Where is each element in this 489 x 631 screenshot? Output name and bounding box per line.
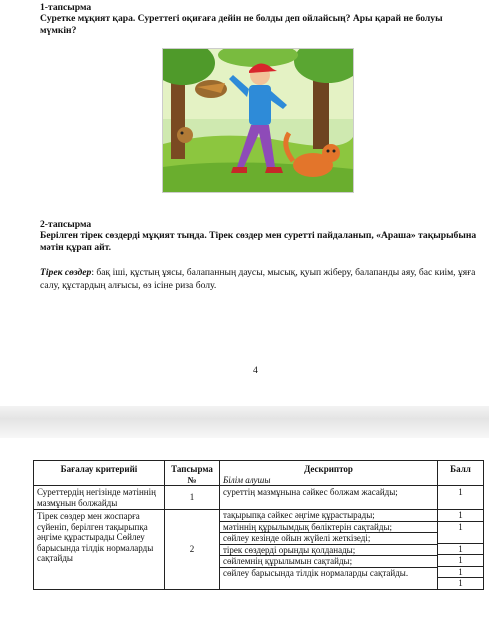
boy-cat-bird-illustration: [163, 49, 353, 192]
header-criteria: Бағалау критерийі: [34, 461, 165, 486]
row1-descriptor: суреттің мазмұнына сәйкес болжам жасайды;: [220, 486, 438, 510]
descriptor-item: сөйлеу барысында тілдік нормаларды сақтайды.: [223, 567, 409, 578]
descriptor-item: тірек сөздерді орынды қолданады;: [220, 545, 437, 557]
row2-scores: [438, 510, 484, 590]
keywords-label: Тірек сөздер: [40, 267, 92, 278]
score-item: 1: [438, 544, 483, 556]
page-number: 4: [253, 365, 258, 376]
assessment-table: [33, 460, 484, 590]
row2-task: 2: [165, 510, 220, 590]
descriptor-item: сөйлемнің құрылымын сақтайды;: [220, 556, 437, 568]
page-separator: [0, 406, 489, 438]
task1-title: 1-тапсырма: [40, 2, 92, 13]
header-descriptor-sub: Білім алушы: [223, 474, 271, 485]
row1-criteria: Суреттердің негізінде мәтіннің мазмұнын болжайды: [34, 486, 165, 510]
row2-descriptors: [220, 510, 438, 590]
keywords-paragraph: [40, 266, 480, 292]
task2-instructions: Берілген тірек сөздерді мұқият тыңда. Тірек сөздер мен суретті пайдаланып, «Араша» тақырыбына мәтін құрап айт.: [40, 230, 477, 253]
task2-title: 2-тапсырма: [40, 219, 92, 230]
descriptor-item: сөйлеу кезінде ойын жүйелі жеткізеді;: [220, 533, 437, 545]
descriptor-item: мәтіннің құрылымдық бөліктерін сақтайды;: [220, 522, 437, 534]
story-illustration: [162, 48, 354, 193]
keywords-list: : бақ іші, құстың ұясы, балапанның даусы, мысық, қуып жіберу, балапанды аяу, бас киім, ұяға салу, құстардың алғысы, өз ісіне риза болу.: [40, 267, 476, 291]
descriptor-item: тақырыпқа сәйкес әңгіме құрастырады;: [220, 510, 437, 522]
header-descriptor-label: Дескриптор: [304, 464, 353, 474]
header-task: Тапсырма №: [165, 461, 220, 486]
table-header-row: [34, 461, 484, 486]
score-item: 1: [438, 522, 483, 544]
assessment-page: [0, 438, 489, 631]
table-row: [34, 510, 484, 590]
row1-task: 1: [165, 486, 220, 510]
score-item: 1: [438, 555, 483, 567]
score-item: 1: [458, 578, 463, 588]
score-item: 1: [438, 567, 483, 579]
header-descriptor: [220, 461, 438, 486]
score-item: 1: [438, 510, 483, 522]
row2-criteria: Тірек сөздер мен жоспарға сүйеніп, берілген тақырыпқа әңгіме құрастырады Сөйлеу барысында тілдік нормаларды сақтайды: [34, 510, 165, 590]
task1-instructions: Суретке мұқият қара. Суреттегі оқиғаға дейін не болды деп ойлайсың? Ары қарай не болуы мүмкін?: [40, 13, 443, 36]
header-score: Балл: [438, 461, 484, 486]
row1-score: 1: [438, 486, 484, 510]
table-row: [34, 486, 484, 510]
